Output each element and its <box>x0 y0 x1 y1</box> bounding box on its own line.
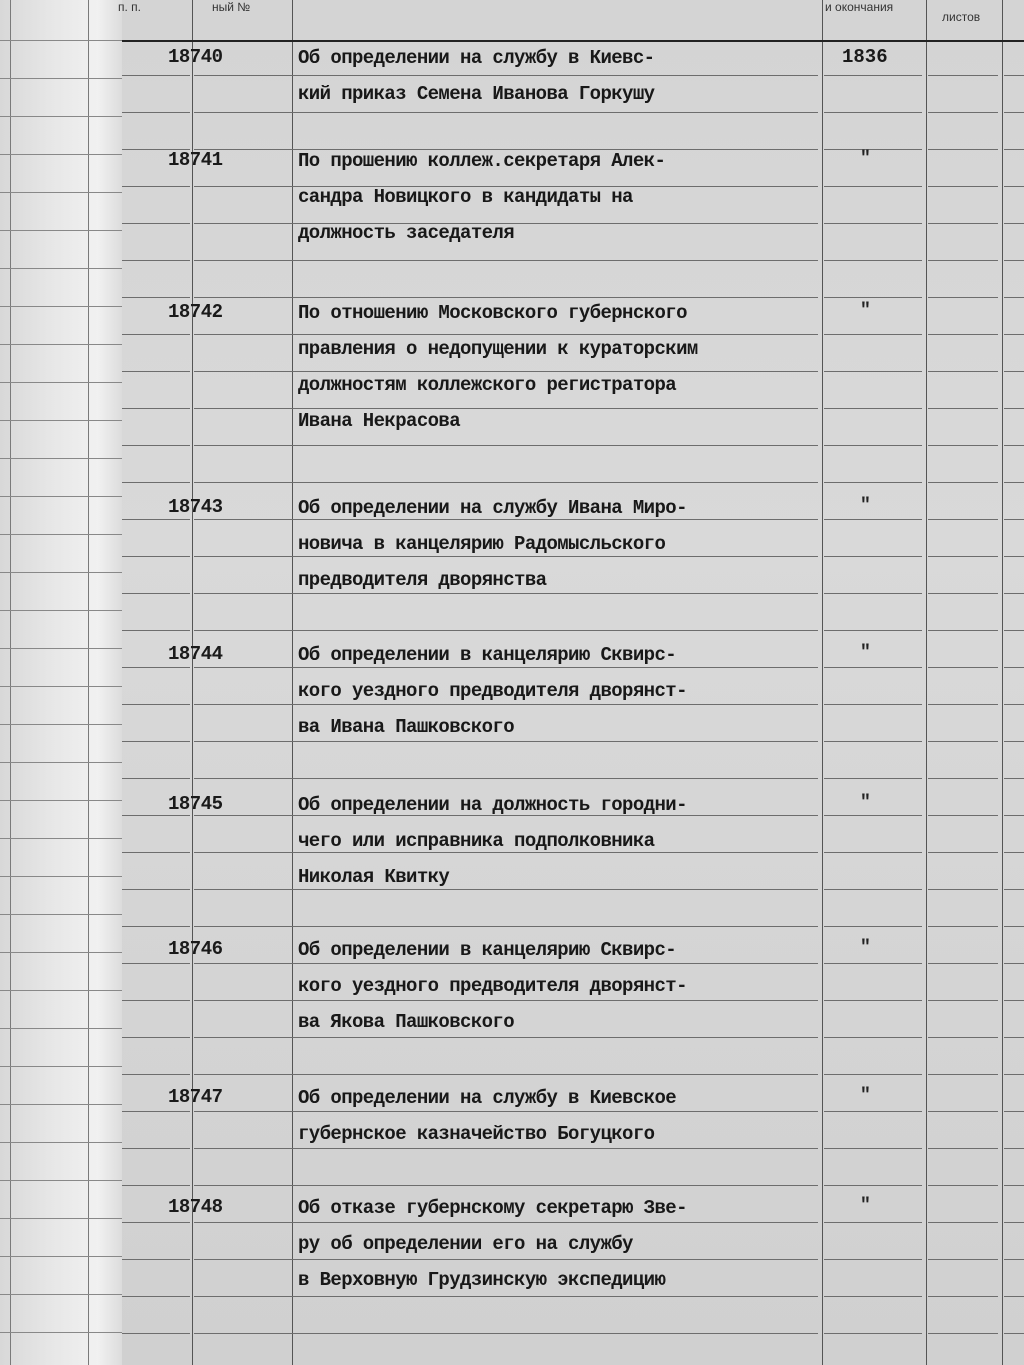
ruled-line <box>122 186 190 187</box>
ruled-line <box>824 852 922 853</box>
ruled-line <box>928 186 998 187</box>
ruled-line <box>1004 926 1024 927</box>
ruled-line <box>122 260 190 261</box>
ruled-line <box>928 1222 998 1223</box>
entry-description <box>298 1190 818 1298</box>
left-page-ruled-line <box>0 344 122 345</box>
ruled-line <box>122 1259 190 1260</box>
ruled-line <box>824 630 922 631</box>
entry-description-line: Ивана Некрасова <box>298 410 461 432</box>
ruled-line <box>122 334 190 335</box>
left-page-ruled-line <box>0 1066 122 1067</box>
left-page-ruled-line <box>0 1180 122 1181</box>
ruled-line <box>928 1148 998 1149</box>
entry-number: 18744 <box>168 643 223 665</box>
entry-description-line: кий приказ Семена Иванова Горкушу <box>298 83 655 105</box>
left-page-ruled-line <box>0 78 122 79</box>
ruled-line <box>928 556 998 557</box>
ruled-line <box>122 297 190 298</box>
ruled-line <box>1004 519 1024 520</box>
ruled-line <box>1004 482 1024 483</box>
ruled-line <box>928 667 998 668</box>
left-page-ruled-line <box>0 1104 122 1105</box>
entry-description-line: правления о недопущении к кураторским <box>298 338 698 360</box>
ruled-line <box>1004 889 1024 890</box>
ruled-line <box>122 1000 190 1001</box>
ruled-line <box>1004 741 1024 742</box>
entry-description-line: губернское казначейство Богуцкого <box>298 1123 655 1145</box>
ruled-line <box>928 889 998 890</box>
ruled-line <box>824 445 922 446</box>
ruled-line <box>928 926 998 927</box>
ruled-line <box>824 667 922 668</box>
ruled-line <box>824 519 922 520</box>
ruled-line <box>122 630 190 631</box>
ruled-line <box>1004 1037 1024 1038</box>
ruled-line <box>122 223 190 224</box>
ruled-line <box>1004 1333 1024 1334</box>
ruled-line <box>1004 1148 1024 1149</box>
ruled-line <box>122 112 190 113</box>
left-page-ruled-line <box>0 1256 122 1257</box>
ruled-line <box>928 1074 998 1075</box>
left-page-ruled-line <box>0 914 122 915</box>
ruled-line <box>122 1037 190 1038</box>
ruled-line <box>194 112 818 113</box>
entry-description-line: По отношению Московского губернского <box>298 302 687 324</box>
left-page-ruled-line <box>0 116 122 117</box>
left-page-ruled-line <box>0 1218 122 1219</box>
ruled-line <box>1004 223 1024 224</box>
ruled-line <box>122 667 190 668</box>
ruled-line <box>824 482 922 483</box>
entry-number: 18748 <box>168 1196 223 1218</box>
header-col-number: п. п. <box>118 0 141 14</box>
ruled-line <box>1004 1111 1024 1112</box>
ruled-line <box>824 371 922 372</box>
left-page-ruled-line <box>0 420 122 421</box>
ruled-line <box>1004 1222 1024 1223</box>
ruled-line <box>1004 704 1024 705</box>
entry-description-line: Об определении в канцелярию Сквирс- <box>298 644 677 666</box>
ruled-line <box>928 223 998 224</box>
date-ditto-mark: " <box>860 496 871 516</box>
ruled-line <box>928 778 998 779</box>
ruled-line <box>928 112 998 113</box>
entry-description-line: Николая Квитку <box>298 866 450 888</box>
left-page-ruled-line <box>0 192 122 193</box>
ruled-line <box>824 1333 922 1334</box>
ruled-line <box>824 1148 922 1149</box>
left-page-ruled-line <box>0 876 122 877</box>
ruled-line <box>122 1185 190 1186</box>
entry-description-line: Об определении на должность городни- <box>298 794 687 816</box>
entry-description-line: Об определении на службу Ивана Миро- <box>298 497 687 519</box>
entry-description <box>298 932 818 1040</box>
date-ditto-mark: " <box>860 1196 871 1216</box>
ruled-line <box>122 482 190 483</box>
entry-description-line: должность заседателя <box>298 222 515 244</box>
ruled-line <box>824 297 922 298</box>
ruled-line <box>1004 1000 1024 1001</box>
ruled-line <box>1004 556 1024 557</box>
ruled-line <box>824 1037 922 1038</box>
ruled-line <box>928 519 998 520</box>
ruled-line <box>122 963 190 964</box>
left-page-ruled-line <box>0 800 122 801</box>
entry-date: 1836 <box>842 46 888 68</box>
ruled-line <box>194 482 818 483</box>
left-page-ruled-line <box>0 762 122 763</box>
date-ditto-mark: " <box>860 149 871 169</box>
ruled-line <box>928 445 998 446</box>
left-page-margin-line <box>10 0 11 1365</box>
ruled-line <box>928 741 998 742</box>
ruled-line <box>928 297 998 298</box>
entry-description <box>298 1080 818 1152</box>
left-page-ruled-line <box>0 724 122 725</box>
column-divider-notes <box>1002 0 1003 1365</box>
entry-description <box>298 143 818 251</box>
left-page-ruled-line <box>0 952 122 953</box>
entry-description-line: Об определении на службу в Киевс- <box>298 47 655 69</box>
left-page-ruled-line <box>0 1294 122 1295</box>
ruled-line <box>122 371 190 372</box>
entry-description-line: ру об определении его на службу <box>298 1233 633 1255</box>
ruled-line <box>928 334 998 335</box>
register-page <box>118 0 1024 1365</box>
ruled-line <box>1004 186 1024 187</box>
ruled-line <box>122 1222 190 1223</box>
ruled-line <box>928 1296 998 1297</box>
left-page-ruled-line <box>0 1142 122 1143</box>
entry-description <box>298 637 818 745</box>
ruled-line <box>1004 75 1024 76</box>
ruled-line <box>928 371 998 372</box>
ruled-line <box>122 519 190 520</box>
left-page-ruled-line <box>0 534 122 535</box>
entry-number: 18743 <box>168 496 223 518</box>
ruled-line <box>122 1148 190 1149</box>
ruled-line <box>928 75 998 76</box>
ruled-line <box>122 1296 190 1297</box>
ruled-line <box>194 445 818 446</box>
ruled-line <box>928 852 998 853</box>
ruled-line <box>1004 1185 1024 1186</box>
header-col-dates: и окончания <box>825 0 894 14</box>
ruled-line <box>928 630 998 631</box>
ruled-line <box>824 1000 922 1001</box>
ruled-line <box>122 1074 190 1075</box>
ruled-line <box>194 1185 818 1186</box>
left-page-ruled-line <box>0 990 122 991</box>
left-page-ruled-line <box>0 268 122 269</box>
entry-description-line: в Верховную Грудзинскую экспедицию <box>298 1269 666 1291</box>
column-divider-dates <box>822 0 823 1365</box>
ruled-line <box>824 149 922 150</box>
ruled-line <box>122 704 190 705</box>
entry-description <box>298 40 818 112</box>
ruled-line <box>122 556 190 557</box>
ruled-line <box>928 1333 998 1334</box>
ruled-line <box>928 593 998 594</box>
entry-description-line: ва Ивана Пашковского <box>298 716 515 738</box>
entry-number: 18742 <box>168 301 223 323</box>
ruled-line <box>824 741 922 742</box>
ruled-line <box>824 223 922 224</box>
left-page-ruled-line <box>0 154 122 155</box>
ruled-line <box>824 1185 922 1186</box>
ruled-line <box>1004 408 1024 409</box>
ruled-line <box>824 408 922 409</box>
ruled-line <box>824 112 922 113</box>
ruled-line <box>824 815 922 816</box>
ruled-line <box>928 1111 998 1112</box>
ruled-line <box>1004 1296 1024 1297</box>
ruled-line <box>1004 963 1024 964</box>
ruled-line <box>1004 815 1024 816</box>
entry-description-line: новича в канцелярию Радомысльского <box>298 533 666 555</box>
ruled-line <box>824 186 922 187</box>
left-page-ruled-line <box>0 306 122 307</box>
ruled-line <box>824 1296 922 1297</box>
ruled-line <box>122 741 190 742</box>
entry-description-line: предводителя дворянства <box>298 569 547 591</box>
ruled-line <box>824 556 922 557</box>
ruled-line <box>122 593 190 594</box>
date-ditto-mark: " <box>860 643 871 663</box>
left-page-ruled-line <box>0 382 122 383</box>
ruled-line <box>824 1111 922 1112</box>
date-ditto-mark: " <box>860 938 871 958</box>
left-page-ruled-line <box>0 572 122 573</box>
ruled-line <box>928 1259 998 1260</box>
ruled-line <box>928 260 998 261</box>
entry-description-line: сандра Новицкого в кандидаты на <box>298 186 633 208</box>
entry-description-line: ва Якова Пашковского <box>298 1011 515 1033</box>
ruled-line <box>928 408 998 409</box>
ruled-line <box>928 1037 998 1038</box>
ruled-line <box>194 1074 818 1075</box>
ruled-line <box>122 852 190 853</box>
ruled-line <box>824 1259 922 1260</box>
entry-description <box>298 787 818 895</box>
left-page-ruled-line <box>0 838 122 839</box>
left-page-ruled-line <box>0 230 122 231</box>
ruled-line <box>122 1111 190 1112</box>
date-ditto-mark: " <box>860 793 871 813</box>
ruled-line <box>928 482 998 483</box>
ruled-line <box>824 889 922 890</box>
entry-description-line: кого уездного предводителя дворянст- <box>298 680 687 702</box>
header-col-archive-no: ный № <box>212 0 251 14</box>
left-page-ruled-line <box>0 458 122 459</box>
ruled-line <box>928 963 998 964</box>
entry-description <box>298 490 818 598</box>
ruled-line <box>1004 1259 1024 1260</box>
ruled-line <box>1004 630 1024 631</box>
left-page-ruled-line <box>0 1332 122 1333</box>
ruled-line <box>122 408 190 409</box>
ruled-line <box>1004 112 1024 113</box>
ruled-line <box>122 445 190 446</box>
column-divider-description <box>292 0 293 1365</box>
column-divider-number <box>192 0 193 1365</box>
ruled-line <box>824 334 922 335</box>
left-page-ruled-line <box>0 496 122 497</box>
ruled-line <box>824 593 922 594</box>
ruled-line <box>1004 778 1024 779</box>
ruled-line <box>824 75 922 76</box>
entry-description-line: По прошению коллеж.секретаря Алек- <box>298 150 666 172</box>
ruled-line <box>1004 852 1024 853</box>
ruled-line <box>824 1222 922 1223</box>
date-ditto-mark: " <box>860 301 871 321</box>
ruled-line <box>122 75 190 76</box>
entry-description-line: Об определении в канцелярию Сквирс- <box>298 939 677 961</box>
ruled-line <box>824 704 922 705</box>
ruled-line <box>122 926 190 927</box>
ruled-line <box>194 926 818 927</box>
ruled-line <box>122 815 190 816</box>
ruled-line <box>928 149 998 150</box>
ruled-line <box>824 926 922 927</box>
ruled-line <box>1004 667 1024 668</box>
ruled-line <box>824 778 922 779</box>
left-page-ruled-line <box>0 610 122 611</box>
entry-description-line: должностям коллежского регистратора <box>298 374 677 396</box>
entry-description-line: Об отказе губернскому секретарю Зве- <box>298 1197 687 1219</box>
entry-description <box>298 295 818 439</box>
ruled-line <box>122 778 190 779</box>
date-ditto-mark: " <box>860 1086 871 1106</box>
ruled-line <box>1004 445 1024 446</box>
ruled-line <box>928 1185 998 1186</box>
ruled-line <box>194 630 818 631</box>
column-divider-sheets <box>926 0 927 1365</box>
ruled-line <box>194 260 818 261</box>
left-page-ruled-line <box>0 40 122 41</box>
entry-number: 18741 <box>168 149 223 171</box>
ruled-line <box>824 260 922 261</box>
entry-number: 18745 <box>168 793 223 815</box>
ruled-line <box>1004 334 1024 335</box>
ruled-line <box>824 963 922 964</box>
ruled-line <box>1004 371 1024 372</box>
ruled-line <box>194 1333 818 1334</box>
ruled-line <box>122 1333 190 1334</box>
ruled-line <box>928 815 998 816</box>
entry-number: 18740 <box>168 46 223 68</box>
ruled-line <box>1004 149 1024 150</box>
ruled-line <box>1004 593 1024 594</box>
header-col-sheets: листов <box>942 10 981 24</box>
ruled-line <box>1004 260 1024 261</box>
left-curled-page <box>0 0 124 1365</box>
ruled-line <box>928 704 998 705</box>
entry-description-line: кого уездного предводителя дворянст- <box>298 975 687 997</box>
ruled-line <box>194 778 818 779</box>
entry-number: 18747 <box>168 1086 223 1108</box>
ruled-line <box>928 1000 998 1001</box>
ruled-line <box>1004 1074 1024 1075</box>
entry-description-line: Об определении на службу в Киевское <box>298 1087 677 1109</box>
ruled-line <box>122 889 190 890</box>
left-page-column-line <box>88 0 89 1365</box>
entry-description-line: чего или исправника подполковника <box>298 830 655 852</box>
left-page-ruled-line <box>0 1028 122 1029</box>
entry-number: 18746 <box>168 938 223 960</box>
left-page-ruled-line <box>0 686 122 687</box>
ruled-line <box>1004 297 1024 298</box>
left-page-ruled-line <box>0 648 122 649</box>
ruled-line <box>824 1074 922 1075</box>
